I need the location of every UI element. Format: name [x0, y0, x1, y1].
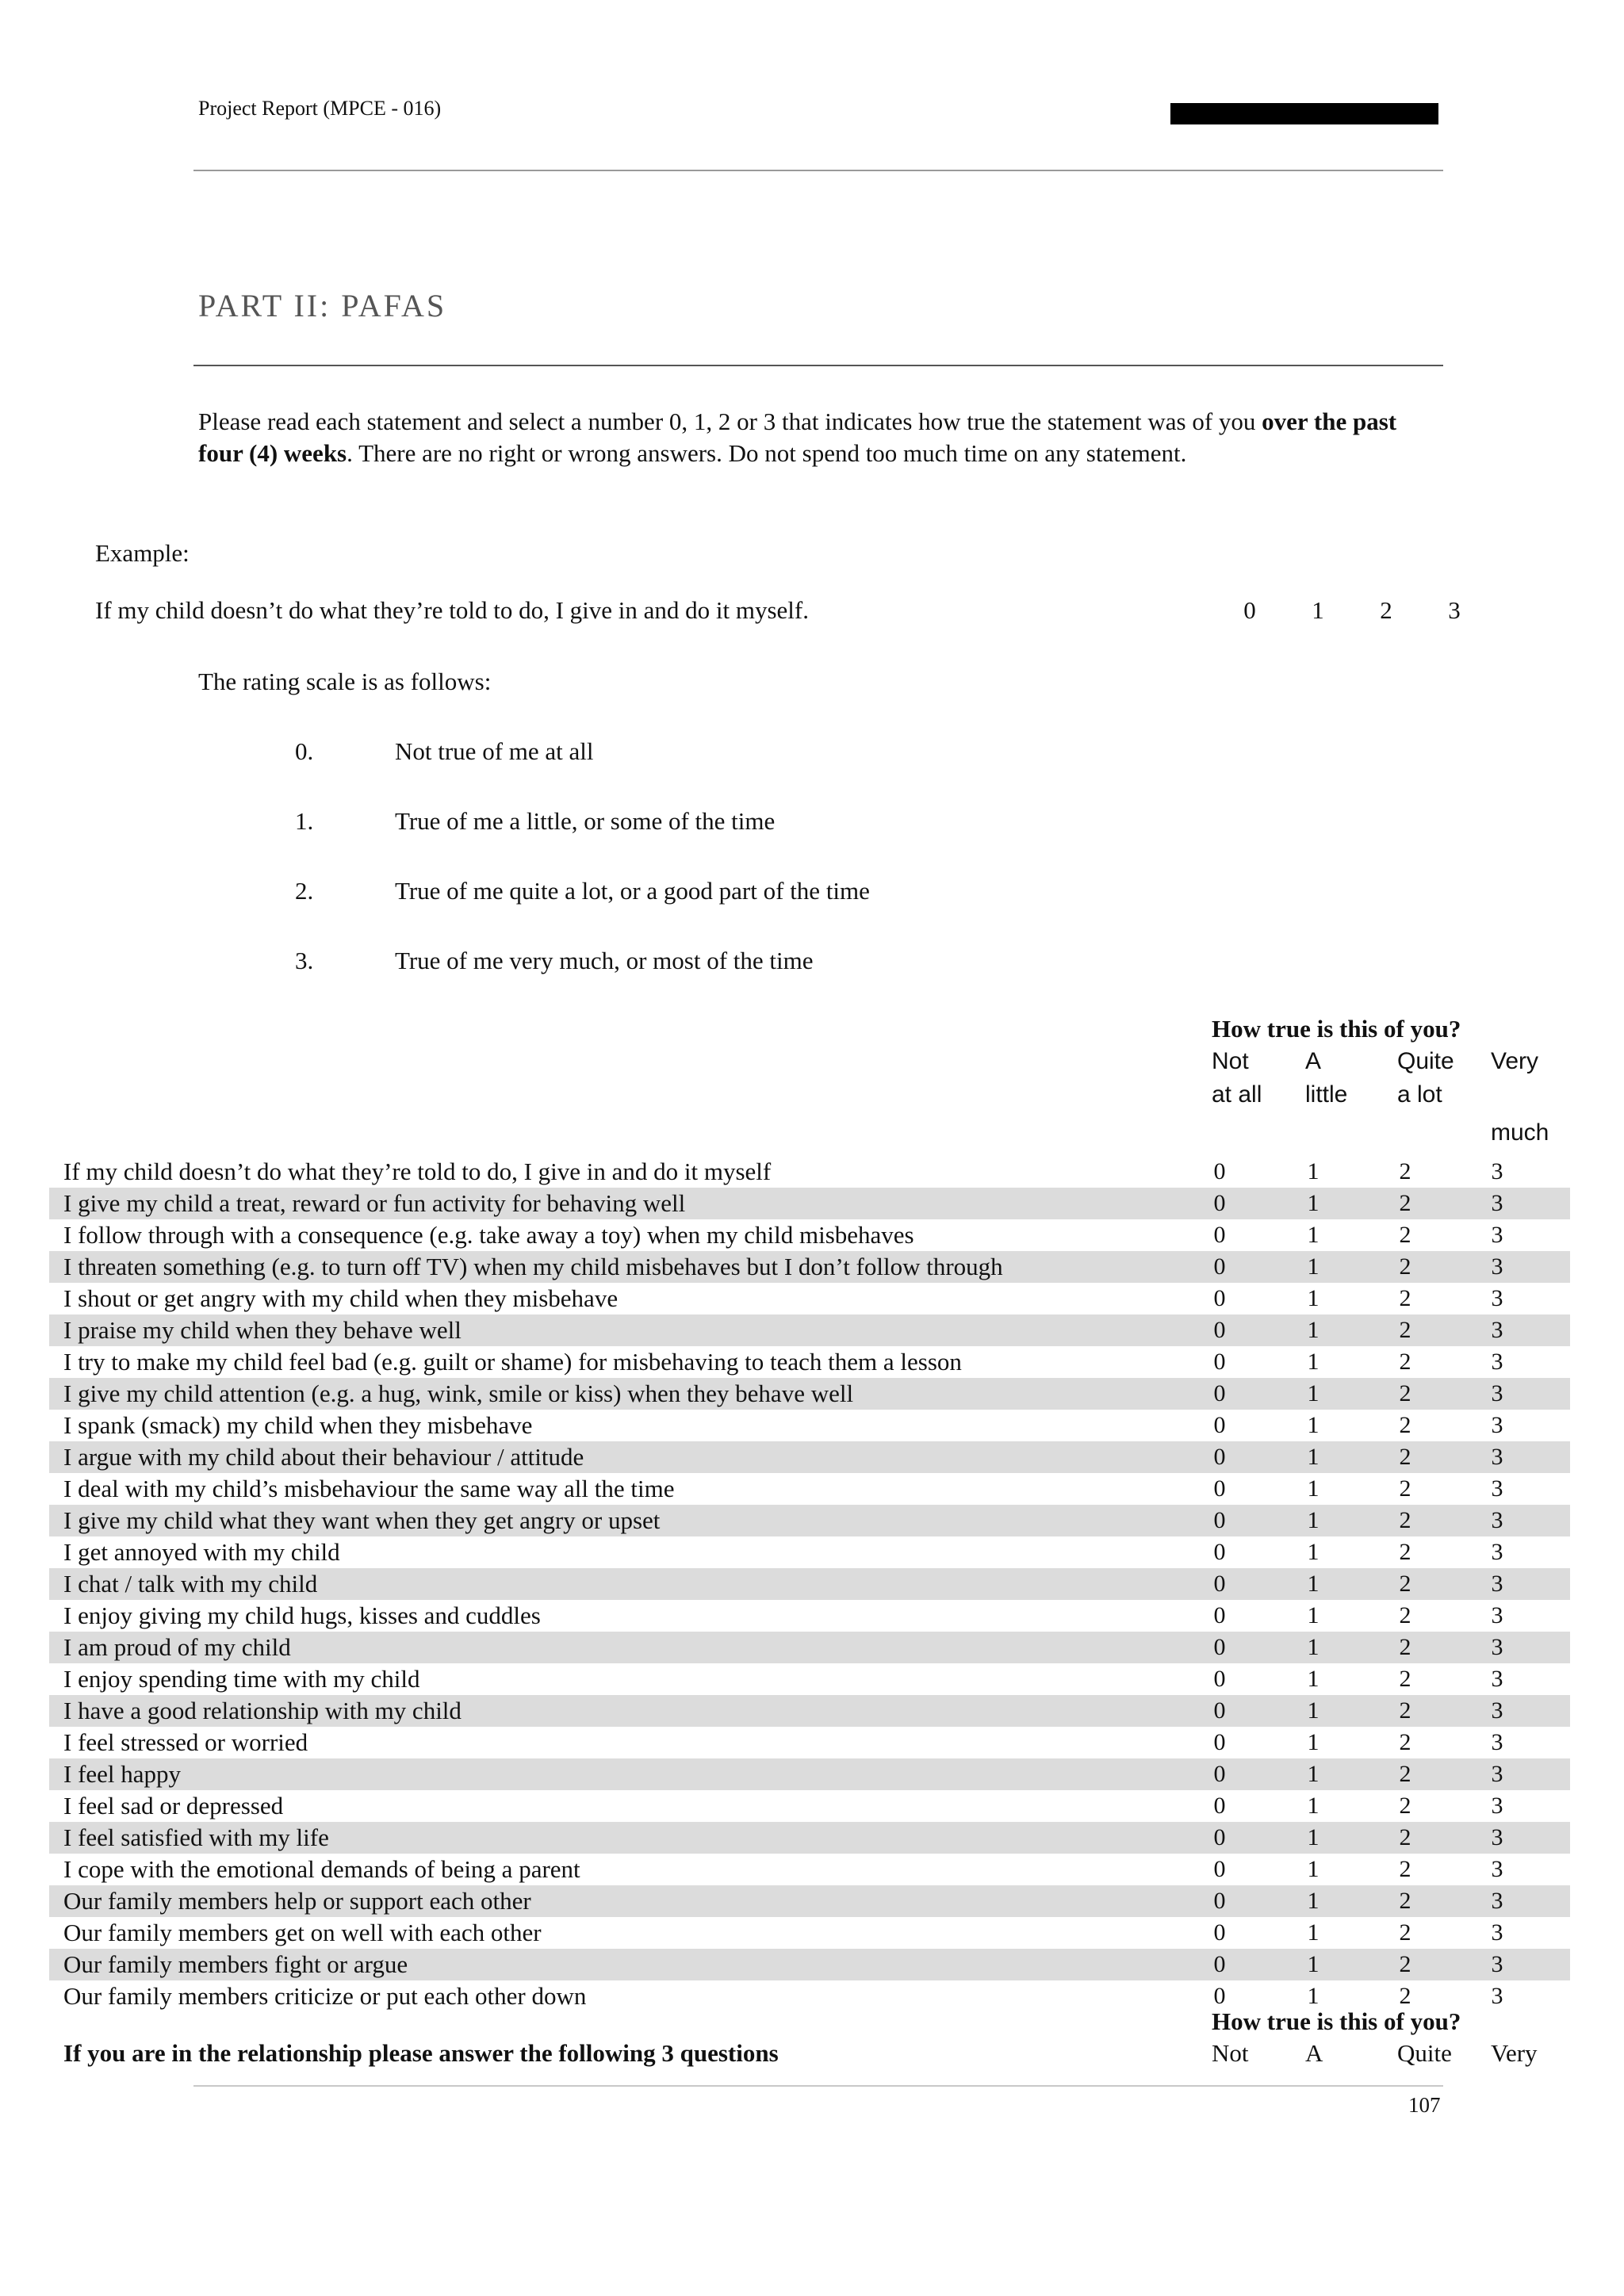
rating-option-0[interactable]: 0 — [1213, 1349, 1226, 1375]
statement-text: I argue with my child about their behaviour / attitude — [63, 1443, 584, 1471]
statement-text: I follow through with a consequence (e.g. take away a toy) when my child misbehaves — [63, 1221, 914, 1249]
statement-text: I enjoy spending time with my child — [63, 1665, 420, 1693]
statement-text: I enjoy giving my child hugs, kisses and cuddles — [63, 1601, 541, 1629]
rating-option-3[interactable]: 3 — [1491, 1983, 1503, 2009]
rating-scale-label: True of me quite a lot, or a good part of the time — [395, 877, 870, 905]
rating-option-3[interactable]: 3 — [1491, 1951, 1503, 1977]
column-header-a-little: A — [1305, 1048, 1322, 1074]
rating-option-1[interactable]: 1 — [1307, 1190, 1320, 1216]
rating-option-2[interactable]: 2 — [1399, 1697, 1411, 1724]
statement-text: I give my child a treat, reward or fun activity for behaving well — [63, 1189, 686, 1217]
rating-option-0[interactable]: 0 — [1213, 1951, 1226, 1977]
rating-option-1[interactable]: 1 — [1307, 1983, 1320, 2009]
statement-text: I feel satisfied with my life — [63, 1823, 329, 1851]
rating-option-1[interactable]: 1 — [1307, 1158, 1320, 1184]
rating-option-1[interactable]: 1 — [1307, 1349, 1320, 1375]
statement-text: I give my child attention (e.g. a hug, wink, smile or kiss) when they behave well — [63, 1380, 854, 1407]
rating-option-2[interactable]: 2 — [1399, 1444, 1411, 1470]
statement-text: Our family members get on well with each other — [63, 1919, 542, 1946]
table-row — [49, 1790, 1570, 1822]
instructions-text-2: . There are no right or wrong answers. Do not spend too much time on any statement. — [347, 439, 1187, 467]
rating-option-3[interactable]: 3 — [1491, 1253, 1503, 1280]
rating-option-0[interactable]: 0 — [1213, 1475, 1226, 1502]
table-row — [49, 1632, 1570, 1663]
rating-option-2[interactable]: 2 — [1399, 1285, 1411, 1311]
rating-option-1[interactable]: 1 — [1307, 1412, 1320, 1438]
rating-option-3[interactable]: 3 — [1491, 1349, 1503, 1375]
rating-option-0[interactable]: 0 — [1213, 1380, 1226, 1406]
rating-option-3[interactable]: 3 — [1491, 1317, 1503, 1343]
rating-option-1[interactable]: 1 — [1307, 1571, 1320, 1597]
rating-option-3[interactable]: 3 — [1491, 1539, 1503, 1565]
example-option-0[interactable]: 0 — [1243, 596, 1256, 624]
rating-option-1[interactable]: 1 — [1307, 1856, 1320, 1882]
rating-option-1[interactable]: 1 — [1307, 1824, 1320, 1850]
rating-option-3[interactable]: 3 — [1491, 1507, 1503, 1533]
table-row — [49, 1600, 1570, 1632]
rating-option-3[interactable]: 3 — [1491, 1412, 1503, 1438]
rating-option-1[interactable]: 1 — [1307, 1951, 1320, 1977]
rating-option-2[interactable]: 2 — [1399, 1888, 1411, 1914]
rating-option-2[interactable]: 2 — [1399, 1253, 1411, 1280]
rating-option-3[interactable]: 3 — [1491, 1380, 1503, 1406]
rating-option-3[interactable]: 3 — [1491, 1919, 1503, 1946]
statement-text: I have a good relationship with my child — [63, 1697, 462, 1724]
statement-text: I give my child what they want when they get angry or upset — [63, 1506, 661, 1534]
rating-option-1[interactable]: 1 — [1307, 1317, 1320, 1343]
table-row — [49, 1695, 1570, 1727]
statement-text: I feel stressed or worried — [63, 1728, 308, 1756]
rating-option-2[interactable]: 2 — [1399, 1761, 1411, 1787]
rating-option-0[interactable]: 0 — [1213, 1158, 1226, 1184]
example-option-1[interactable]: 1 — [1312, 596, 1324, 624]
rating-option-0[interactable]: 0 — [1213, 1412, 1226, 1438]
rating-option-0[interactable]: 0 — [1213, 1444, 1226, 1470]
table-row — [49, 1219, 1570, 1251]
rating-option-1[interactable]: 1 — [1307, 1602, 1320, 1628]
rating-option-0[interactable]: 0 — [1213, 1697, 1226, 1724]
table-row — [49, 1854, 1570, 1885]
rating-option-1[interactable]: 1 — [1307, 1919, 1320, 1946]
rating-option-0[interactable]: 0 — [1213, 1602, 1226, 1628]
rating-scale-number: 2. — [295, 877, 314, 905]
rating-option-2[interactable]: 2 — [1399, 1349, 1411, 1375]
rating-scale-label: Not true of me at all — [395, 737, 594, 765]
table-row — [49, 1410, 1570, 1441]
rating-option-1[interactable]: 1 — [1307, 1539, 1320, 1565]
rating-option-2[interactable]: 2 — [1399, 1666, 1411, 1692]
relationship-prompt: If you are in the relationship please answer the following 3 questions — [63, 2039, 779, 2067]
rating-scale-number: 0. — [295, 737, 314, 765]
rating-option-1[interactable]: 1 — [1307, 1285, 1320, 1311]
rating-option-2[interactable]: 2 — [1399, 1634, 1411, 1660]
statement-text: I feel sad or depressed — [63, 1792, 284, 1820]
statement-text: I spank (smack) my child when they misbehave — [63, 1411, 533, 1439]
relationship-column-a: A — [1305, 2039, 1323, 2067]
statement-text: I chat / talk with my child — [63, 1570, 318, 1598]
column-header-very-much: much — [1491, 1119, 1549, 1146]
rating-option-3[interactable]: 3 — [1491, 1761, 1503, 1787]
rating-option-3[interactable]: 3 — [1491, 1824, 1503, 1850]
rating-option-2[interactable]: 2 — [1399, 1158, 1411, 1184]
statement-text: Our family members fight or argue — [63, 1950, 408, 1978]
relationship-table-heading: How true is this of you? — [1212, 2007, 1461, 2035]
example-statement: If my child doesn’t do what they’re told to do, I give in and do it myself. — [95, 596, 809, 624]
redaction-bar — [1170, 103, 1438, 124]
header-divider — [193, 170, 1443, 171]
rating-option-3[interactable]: 3 — [1491, 1158, 1503, 1184]
rating-option-1[interactable]: 1 — [1307, 1793, 1320, 1819]
rating-option-2[interactable]: 2 — [1399, 1475, 1411, 1502]
rating-option-2[interactable]: 2 — [1399, 1412, 1411, 1438]
rating-option-2[interactable]: 2 — [1399, 1983, 1411, 2009]
page-number: 107 — [1408, 2093, 1441, 2117]
rating-option-0[interactable]: 0 — [1213, 1856, 1226, 1882]
column-header-a-little: little — [1305, 1081, 1348, 1108]
statement-text: I cope with the emotional demands of being a parent — [63, 1855, 580, 1883]
table-row — [49, 1727, 1570, 1758]
rating-scale-number: 3. — [295, 947, 314, 974]
rating-option-0[interactable]: 0 — [1213, 1317, 1226, 1343]
rating-option-1[interactable]: 1 — [1307, 1666, 1320, 1692]
table-row — [49, 1822, 1570, 1854]
table-row — [49, 1568, 1570, 1600]
statement-text: I threaten something (e.g. to turn off TV) when my child misbehaves but I don’t follow through — [63, 1253, 1003, 1280]
rating-option-1[interactable]: 1 — [1307, 1507, 1320, 1533]
instructions-emphasis: over the past four (4) weeks — [198, 408, 1397, 467]
table-row — [49, 1346, 1570, 1378]
statement-text: I deal with my child’s misbehaviour the same way all the time — [63, 1475, 675, 1502]
column-header-quite-a-lot: Quite — [1397, 1048, 1454, 1074]
questionnaire-table — [49, 1156, 1570, 2012]
rating-option-3[interactable]: 3 — [1491, 1222, 1503, 1248]
table-heading: How true is this of you? — [1212, 1015, 1461, 1043]
statement-text: If my child doesn’t do what they’re told to do, I give in and do it myself — [63, 1158, 772, 1185]
section-divider — [193, 365, 1443, 366]
rating-option-2[interactable]: 2 — [1399, 1856, 1411, 1882]
instructions-paragraph — [198, 406, 1435, 469]
rating-option-3[interactable]: 3 — [1491, 1666, 1503, 1692]
statement-text: I am proud of my child — [63, 1633, 291, 1661]
rating-option-2[interactable]: 2 — [1399, 1539, 1411, 1565]
table-row — [49, 1949, 1570, 1980]
relationship-column-very: Very — [1491, 2039, 1538, 2067]
table-row — [49, 1473, 1570, 1505]
table-row — [49, 1663, 1570, 1695]
rating-option-3[interactable]: 3 — [1491, 1285, 1503, 1311]
rating-scale-number: 1. — [295, 807, 314, 835]
rating-option-0[interactable]: 0 — [1213, 1666, 1226, 1692]
footer-divider — [193, 2085, 1443, 2087]
rating-option-2[interactable]: 2 — [1399, 1793, 1411, 1819]
table-row — [49, 1188, 1570, 1219]
example-label: Example: — [95, 539, 190, 567]
rating-option-3[interactable]: 3 — [1491, 1475, 1503, 1502]
rating-option-3[interactable]: 3 — [1491, 1602, 1503, 1628]
rating-option-1[interactable]: 1 — [1307, 1697, 1320, 1724]
statement-text: I get annoyed with my child — [63, 1538, 340, 1566]
statement-text: I feel happy — [63, 1760, 182, 1788]
rating-scale-label: True of me a little, or some of the time — [395, 807, 776, 835]
rating-option-0[interactable]: 0 — [1213, 1285, 1226, 1311]
rating-option-1[interactable]: 1 — [1307, 1729, 1320, 1755]
rating-option-2[interactable]: 2 — [1399, 1380, 1411, 1406]
rating-option-1[interactable]: 1 — [1307, 1888, 1320, 1914]
table-row — [49, 1917, 1570, 1949]
rating-option-3[interactable]: 3 — [1491, 1634, 1503, 1660]
rating-scale-label: True of me very much, or most of the time — [395, 947, 814, 974]
rating-option-0[interactable]: 0 — [1213, 1634, 1226, 1660]
instructions-text-1: Please read each statement and select a number 0, 1, 2 or 3 that indicates how true the statement was of you — [198, 408, 1256, 435]
rating-option-3[interactable]: 3 — [1491, 1888, 1503, 1914]
column-header-very-much: Very — [1491, 1048, 1539, 1074]
rating-option-0[interactable]: 0 — [1213, 1983, 1226, 2009]
statement-text: I try to make my child feel bad (e.g. guilt or shame) for misbehaving to teach them a lesson — [63, 1348, 962, 1376]
rating-option-0[interactable]: 0 — [1213, 1190, 1226, 1216]
rating-option-2[interactable]: 2 — [1399, 1824, 1411, 1850]
rating-option-3[interactable]: 3 — [1491, 1856, 1503, 1882]
rating-option-2[interactable]: 2 — [1399, 1222, 1411, 1248]
rating-option-0[interactable]: 0 — [1213, 1761, 1226, 1787]
statement-text: Our family members criticize or put each other down — [63, 1982, 587, 2010]
relationship-column-quite: Quite — [1397, 2039, 1452, 2067]
rating-option-0[interactable]: 0 — [1213, 1507, 1226, 1533]
rating-option-1[interactable]: 1 — [1307, 1761, 1320, 1787]
example-option-2[interactable]: 2 — [1380, 596, 1392, 624]
rating-option-1[interactable]: 1 — [1307, 1475, 1320, 1502]
column-header-quite-a-lot: a lot — [1397, 1081, 1442, 1108]
rating-option-1[interactable]: 1 — [1307, 1444, 1320, 1470]
table-row — [49, 1758, 1570, 1790]
table-row — [49, 1283, 1570, 1314]
rating-option-3[interactable]: 3 — [1491, 1729, 1503, 1755]
table-row — [49, 1505, 1570, 1536]
column-header-not: Not — [1212, 1048, 1249, 1074]
table-row — [49, 1441, 1570, 1473]
rating-option-2[interactable]: 2 — [1399, 1190, 1411, 1216]
table-row — [49, 1251, 1570, 1283]
column-header-not: at all — [1212, 1081, 1262, 1108]
statement-text: Our family members help or support each other — [63, 1887, 531, 1915]
rating-option-1[interactable]: 1 — [1307, 1253, 1320, 1280]
rating-option-0[interactable]: 0 — [1213, 1571, 1226, 1597]
rating-option-0[interactable]: 0 — [1213, 1888, 1226, 1914]
statement-text: I shout or get angry with my child when they misbehave — [63, 1284, 619, 1312]
section-title: PART II: PAFAS — [198, 288, 447, 323]
rating-scale-intro: The rating scale is as follows: — [198, 668, 492, 695]
statement-text: I praise my child when they behave well — [63, 1316, 462, 1344]
table-row — [49, 1536, 1570, 1568]
rating-option-0[interactable]: 0 — [1213, 1729, 1226, 1755]
table-row — [49, 1314, 1570, 1346]
rating-option-2[interactable]: 2 — [1399, 1919, 1411, 1946]
rating-option-0[interactable]: 0 — [1213, 1824, 1226, 1850]
rating-option-2[interactable]: 2 — [1399, 1571, 1411, 1597]
rating-option-1[interactable]: 1 — [1307, 1380, 1320, 1406]
rating-option-3[interactable]: 3 — [1491, 1571, 1503, 1597]
rating-option-0[interactable]: 0 — [1213, 1222, 1226, 1248]
example-option-3[interactable]: 3 — [1448, 596, 1461, 624]
rating-option-3[interactable]: 3 — [1491, 1697, 1503, 1724]
rating-option-2[interactable]: 2 — [1399, 1729, 1411, 1755]
rating-option-3[interactable]: 3 — [1491, 1793, 1503, 1819]
rating-option-2[interactable]: 2 — [1399, 1602, 1411, 1628]
relationship-column-not: Not — [1212, 2039, 1249, 2067]
rating-option-2[interactable]: 2 — [1399, 1317, 1411, 1343]
rating-option-2[interactable]: 2 — [1399, 1507, 1411, 1533]
rating-option-0[interactable]: 0 — [1213, 1253, 1226, 1280]
rating-option-3[interactable]: 3 — [1491, 1190, 1503, 1216]
rating-option-0[interactable]: 0 — [1213, 1539, 1226, 1565]
table-row — [49, 1156, 1570, 1188]
rating-option-0[interactable]: 0 — [1213, 1793, 1226, 1819]
rating-option-1[interactable]: 1 — [1307, 1634, 1320, 1660]
rating-option-1[interactable]: 1 — [1307, 1222, 1320, 1248]
rating-option-2[interactable]: 2 — [1399, 1951, 1411, 1977]
table-row — [49, 1885, 1570, 1917]
report-header-title: Project Report (MPCE - 016) — [198, 97, 442, 120]
table-row — [49, 1378, 1570, 1410]
rating-option-0[interactable]: 0 — [1213, 1919, 1226, 1946]
rating-option-3[interactable]: 3 — [1491, 1444, 1503, 1470]
